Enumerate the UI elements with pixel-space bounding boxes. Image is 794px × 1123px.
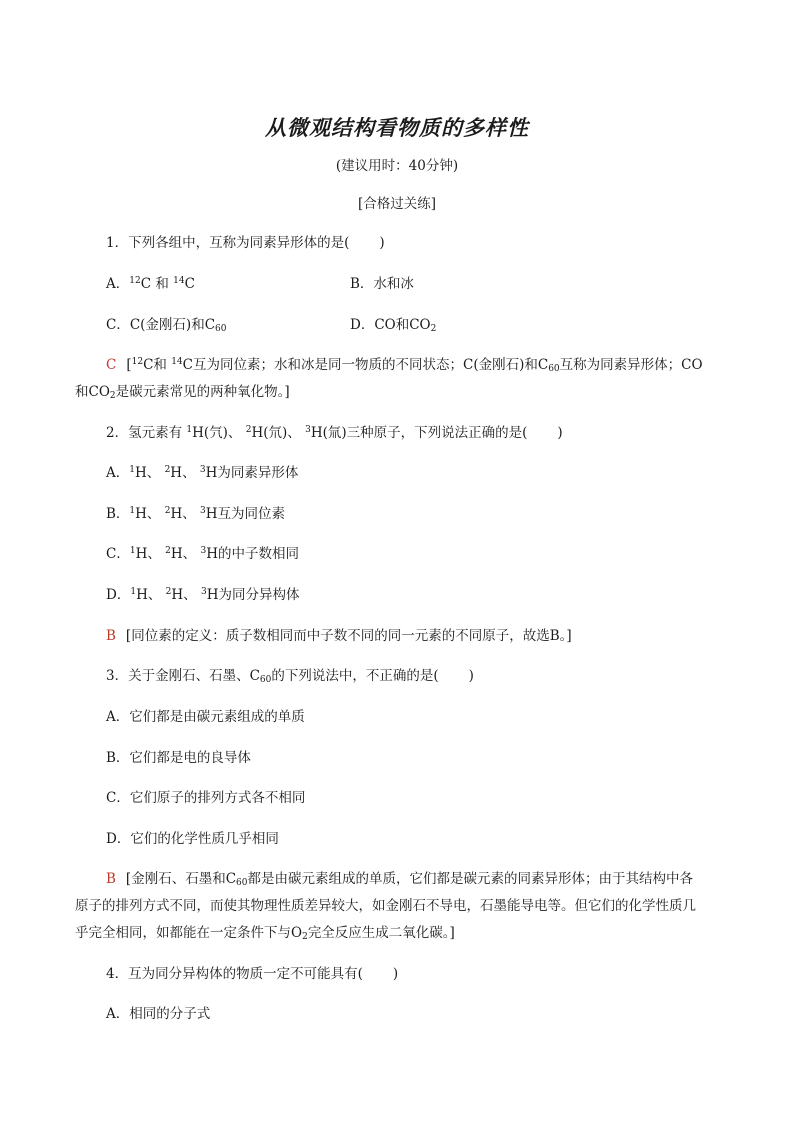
q1-answer: C [106, 357, 117, 373]
section-heading: [合格过关练] [357, 196, 437, 212]
suggested-time: (建议用时：40分钟) [335, 158, 459, 174]
q4-option-a: A．相同的分子式 [106, 1006, 211, 1022]
q3-option-b: B．它们都是电的良导体 [106, 750, 251, 766]
q2-option-d: D．$^1$H、 $^2$H、 $^3$H为同分异构体 [106, 587, 300, 603]
q3-option-d: D．它们的化学性质几乎相同 [106, 831, 279, 847]
q1-option-c: C．C(金刚石)和$C_{60}$ [106, 317, 227, 334]
q3-option-a: A．它们都是由碳元素组成的单质 [106, 709, 305, 725]
q3-stem: 3．关于金刚石、石墨、$C_{60}$的下列说法中，不正确的是( ) [106, 668, 474, 685]
q2-option-b: B．$^1$H、 $^2$H、 $^3$H互为同位素 [106, 506, 286, 522]
q2-option-c: C．$^1$H、 $^2$H、 $^3$H的中子数相同 [106, 546, 299, 562]
q3-explanation-line2: 原子的排列方式不同，而使其物理性质差异较大，如金刚石不导电，石墨能导电等。但它们的化学性质几 [75, 898, 696, 914]
q2-explanation: B [同位素的定义：质子数相同而中子数不同的同一元素的不同原子，故选B。] [106, 628, 572, 644]
q3-answer: B [106, 871, 116, 887]
q1-explanation-line2: 和$CO_2$是碳元素常见的两种氧化物。] [75, 384, 290, 401]
q3-option-c: C．它们原子的排列方式各不相同 [106, 790, 306, 806]
q2-stem: 2．氢元素有 $^1$H(氕)、 $^2$H(氘)、 $^3$H(氚)三种原子，下列说法正确的是( ) [106, 425, 563, 441]
q1-option-b: B．水和冰 [350, 276, 414, 292]
q2-answer: B [106, 628, 116, 644]
page-title: 从微观结构看物质的多样性 [265, 115, 529, 140]
q2-option-a: A．$^1$H、 $^2$H、 $^3$H为同素异形体 [106, 465, 299, 481]
q1-explanation-line1: C [$^{12}$C和 $^{14}$C互为同位素；水和冰是同一物质的不同状态；C(金刚石)和$C_{60}$互称为同素异形体；CO [106, 357, 703, 374]
q4-stem: 4．互为同分异构体的物质一定不可能具有( ) [106, 966, 399, 982]
q1-option-a: A．$^{12}$C 和 $^{14}$C [106, 276, 195, 292]
q3-explanation-line3: 乎完全相同，如都能在一定条件下与$O_2$完全反应生成二氧化碳。] [75, 925, 455, 942]
q1-option-d: D．CO和$CO_2$ [350, 317, 437, 334]
q3-explanation-line1: B [金刚石、石墨和$C_{60}$都是由碳元素组成的单质，它们都是碳元素的同素异形体；由于其结构中各 [106, 871, 693, 888]
q1-stem: 1．下列各组中，互称为同素异形体的是( ) [106, 235, 385, 251]
